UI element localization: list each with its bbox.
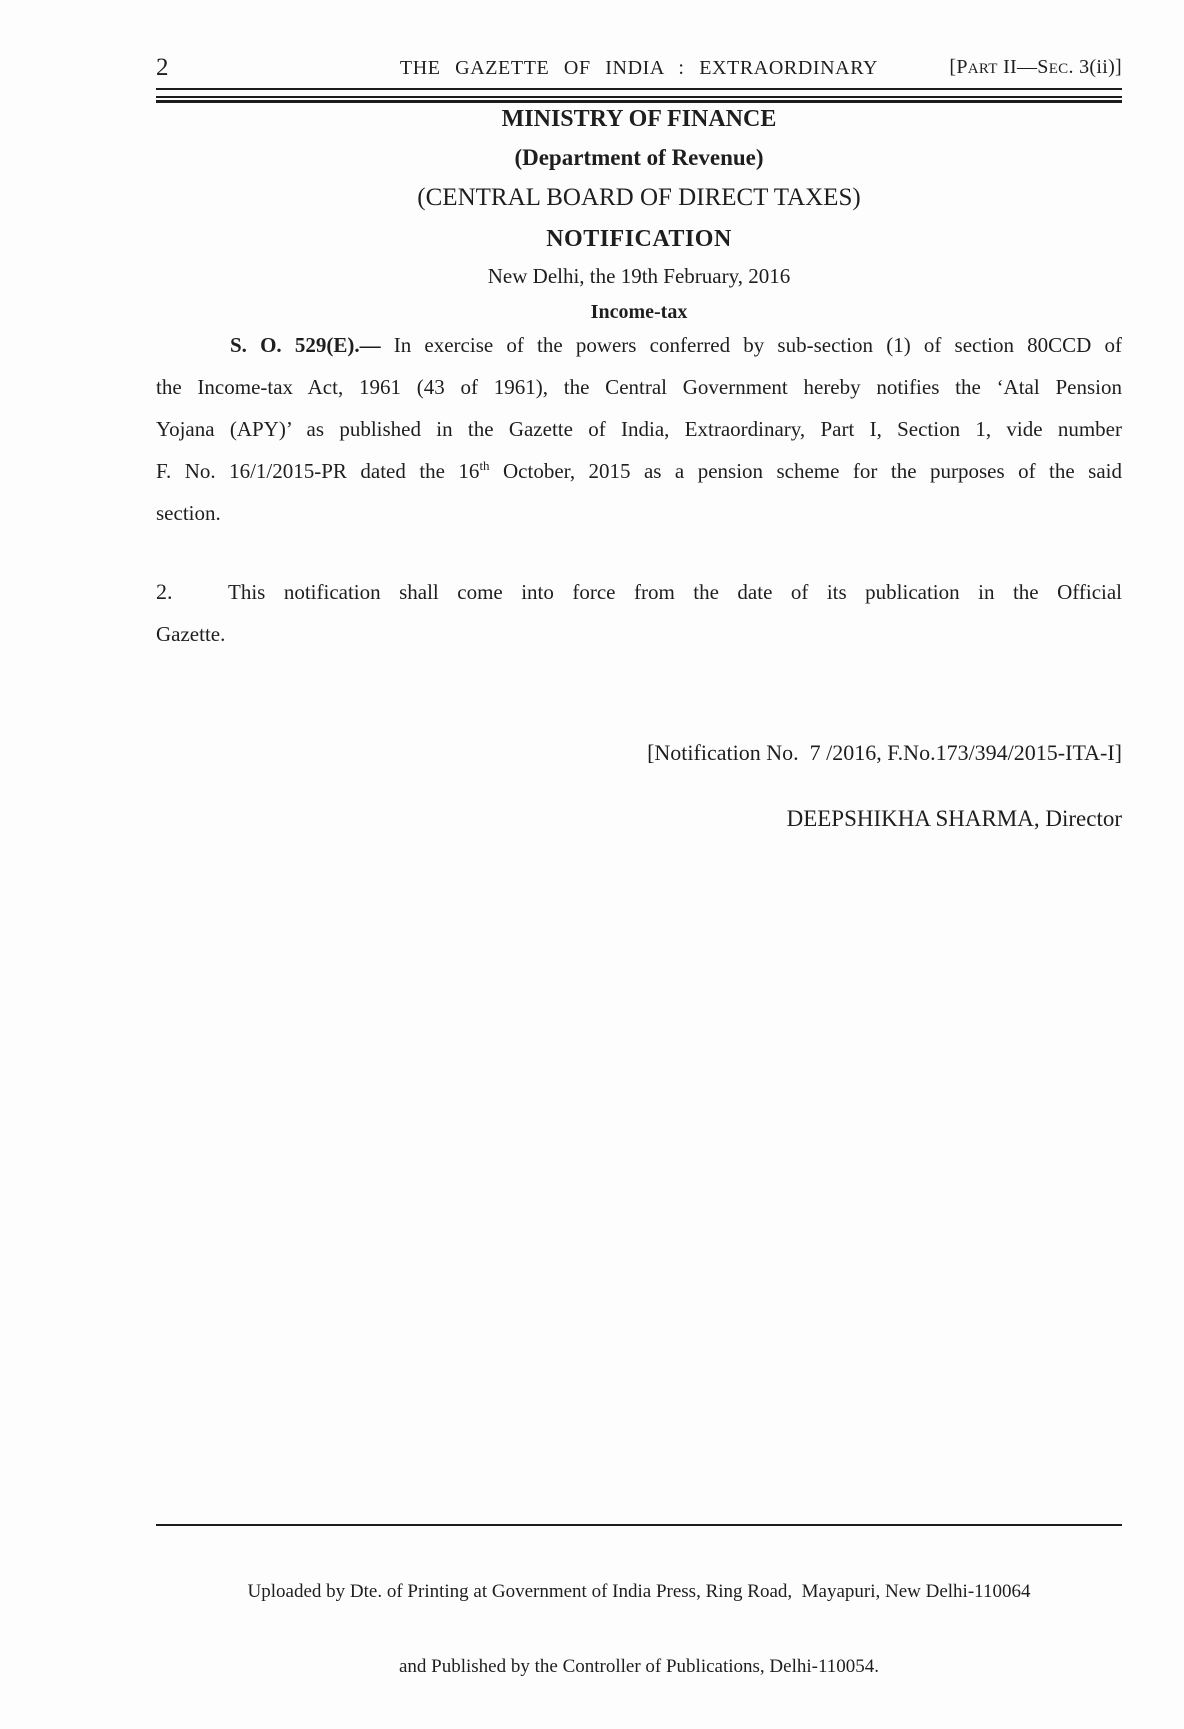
footer-line1: Uploaded by Dte. of Printing at Government of India Press, Ring Road, Mayapuri, New Delhi-110064 bbox=[247, 1581, 1031, 1602]
paragraph-2 bbox=[156, 571, 1122, 655]
header-double-rule bbox=[156, 96, 1122, 103]
department-title: (Department of Revenue) bbox=[514, 145, 764, 170]
gazette-header-title: THE GAZETTE OF INDIA : EXTRAORDINARY bbox=[399, 57, 879, 79]
para2-line1 bbox=[156, 571, 1122, 613]
para1-line1 bbox=[156, 324, 1122, 366]
ordinal-superscript: th bbox=[479, 458, 490, 473]
footer-imprint bbox=[156, 1529, 1122, 1729]
part-label-smallcaps: ART bbox=[967, 61, 998, 77]
page-number: 2 bbox=[156, 54, 169, 81]
board-title: (CENTRAL BOARD OF DIRECT TAXES) bbox=[417, 184, 861, 211]
para1-line1-text: In exercise of the powers conferred by sub-section (1) of section 80CCD of bbox=[380, 333, 1122, 357]
part-label-seg: II—S bbox=[997, 56, 1049, 78]
subject-line: Income-tax bbox=[590, 301, 688, 323]
part-section-label bbox=[949, 56, 1122, 79]
para1-line4-text2: October, 2015 as a pension scheme for the purposes of the said bbox=[489, 459, 1122, 483]
so-number-lead: S. O. 529(E).— bbox=[230, 333, 381, 357]
para2-line2: Gazette. bbox=[156, 622, 226, 646]
part-label-seg: . 3(ii)] bbox=[1068, 56, 1122, 78]
part-label-smallcaps: EC bbox=[1048, 61, 1069, 77]
para1-line2: the Income-tax Act, 1961 (43 of 1961), the Central Government hereby notifies the ‘Atal Pension bbox=[156, 375, 1122, 399]
paragraph-so-529e bbox=[156, 324, 1122, 534]
place-date-line: New Delhi, the 19th February, 2016 bbox=[487, 264, 791, 288]
header-thin-rule bbox=[156, 88, 1122, 90]
footer-line2: and Published by the Controller of Publications, Delhi-110054. bbox=[398, 1656, 880, 1677]
page-header bbox=[156, 52, 1122, 86]
para2-line1-text: This notification shall come into force from the date of its publication in the Official bbox=[228, 580, 1122, 604]
para1-line3: Yojana (APY)’ as published in the Gazette of India, Extraordinary, Part I, Section 1, vide number bbox=[156, 417, 1122, 441]
ministry-title: MINISTRY OF FINANCE bbox=[501, 106, 777, 132]
para1-line4-text: F. No. 16/1/2015-PR dated the 16 bbox=[156, 459, 480, 483]
footer-rule bbox=[156, 1524, 1122, 1526]
para1-line5: section. bbox=[156, 501, 221, 525]
signature-line: DEEPSHIKHA SHARMA, Director bbox=[786, 806, 1122, 831]
paragraph-number: 2. bbox=[156, 579, 173, 604]
notification-reference: [Notification No. 7 /2016, F.No.173/394/2015-ITA-I] bbox=[647, 740, 1122, 765]
notification-heading: NOTIFICATION bbox=[546, 226, 732, 252]
part-label-seg: [P bbox=[949, 56, 968, 78]
para1-line4 bbox=[156, 450, 1122, 492]
